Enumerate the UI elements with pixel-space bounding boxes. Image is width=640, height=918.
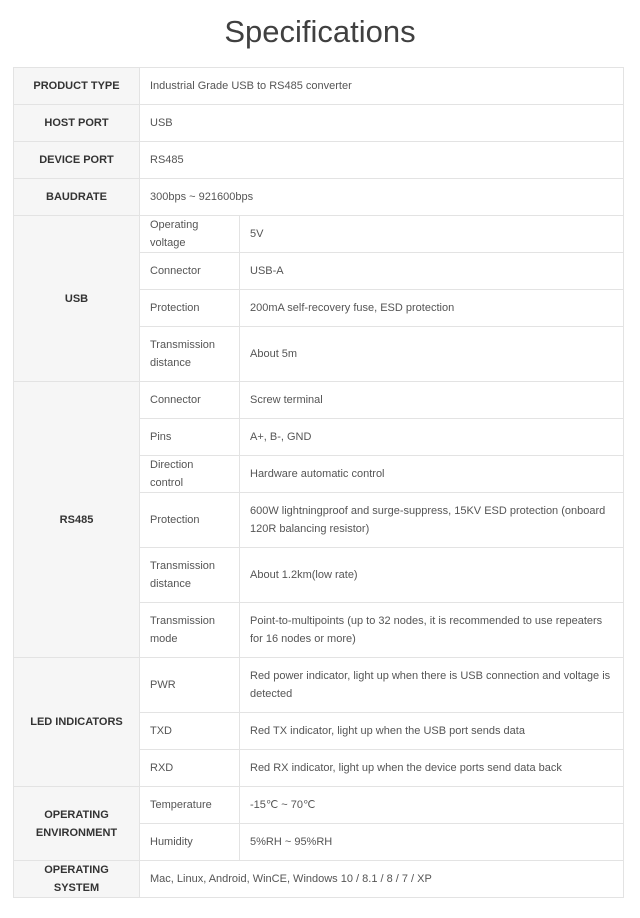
table-row [14,105,624,142]
spec-value-host-port: USB [140,105,624,142]
table-row [14,787,624,824]
page-title: Specifications [224,14,416,49]
spec-label-product-type: PRODUCT TYPE [14,68,140,105]
spec-sub-value: Red power indicator, light up when there is USB connection and voltage is detected [240,658,624,713]
spec-sub-label: Connector [140,253,240,290]
spec-sub-value: Red RX indicator, light up when the device ports send data back [240,750,624,787]
spec-label-operating-environment: OPERATING ENVIRONMENT [14,787,140,861]
spec-sub-value: USB-A [240,253,624,290]
spec-sub-value: Hardware automatic control [240,456,624,493]
table-row [14,179,624,216]
spec-label-usb: USB [14,216,140,382]
spec-sub-label: Transmission distance [140,548,240,603]
table-row [14,68,624,105]
spec-sub-label: Direction control [140,456,240,493]
table-row [14,861,624,898]
spec-label-host-port: HOST PORT [14,105,140,142]
spec-sub-value: 200mA self-recovery fuse, ESD protection [240,290,624,327]
table-row [14,216,624,253]
spec-value-baudrate: 300bps ~ 921600bps [140,179,624,216]
spec-sub-label: Protection [140,290,240,327]
spec-sub-value: -15℃ ~ 70℃ [240,787,624,824]
spec-sub-value: 600W lightningproof and surge-suppress, 15KV ESD protection (onboard 120R balancing resistor) [240,493,624,548]
spec-label-rs485: RS485 [14,382,140,658]
spec-sub-label: Transmission mode [140,603,240,658]
specifications-table [13,67,624,898]
table-row [14,658,624,713]
spec-sub-label: Transmission distance [140,327,240,382]
spec-sub-label: Pins [140,419,240,456]
spec-sub-label: TXD [140,713,240,750]
spec-sub-label: Temperature [140,787,240,824]
spec-label-device-port: DEVICE PORT [14,142,140,179]
spec-sub-label: Humidity [140,824,240,861]
spec-value-product-type: Industrial Grade USB to RS485 converter [140,68,624,105]
spec-sub-label: Operating voltage [140,216,240,253]
spec-label-baudrate: BAUDRATE [14,179,140,216]
spec-label-led-indicators: LED INDICATORS [14,658,140,787]
spec-sub-value: 5V [240,216,624,253]
spec-sub-label: PWR [140,658,240,713]
spec-sub-label: RXD [140,750,240,787]
spec-sub-label: Protection [140,493,240,548]
table-row [14,142,624,179]
spec-sub-value: Point-to-multipoints (up to 32 nodes, it is recommended to use repeaters for 16 nodes or more) [240,603,624,658]
spec-value-operating-system: Mac, Linux, Android, WinCE, Windows 10 / 8.1 / 8 / 7 / XP [140,861,624,898]
spec-sub-value: A+, B-, GND [240,419,624,456]
spec-sub-value: 5%RH ~ 95%RH [240,824,624,861]
table-row [14,382,624,419]
spec-sub-label: Connector [140,382,240,419]
spec-sub-value: About 5m [240,327,624,382]
spec-label-operating-system: OPERATING SYSTEM [14,861,140,898]
spec-sub-value: Screw terminal [240,382,624,419]
spec-value-device-port: RS485 [140,142,624,179]
spec-sub-value: Red TX indicator, light up when the USB port sends data [240,713,624,750]
spec-sub-value: About 1.2km(low rate) [240,548,624,603]
